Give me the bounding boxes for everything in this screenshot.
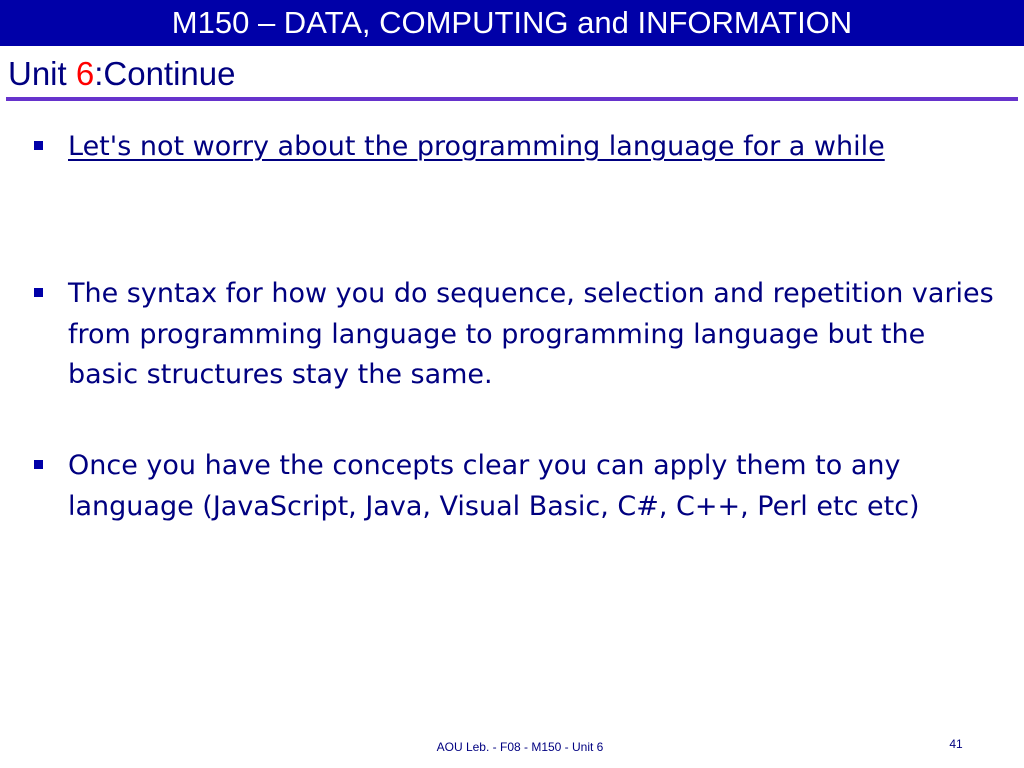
bullet-text: The syntax for how you do sequence, selection and repetition varies from programming language to programming language but the basic structures stay the same. — [68, 278, 994, 390]
square-bullet-icon — [34, 288, 43, 297]
square-bullet-icon — [34, 141, 43, 150]
unit-prefix: Unit — [8, 55, 76, 92]
bullet-text: Once you have the concepts clear you can apply them to any language (JavaScript, Java, Visual Basic, C#, C++, Perl etc etc) — [68, 450, 920, 522]
banner-title: M150 – DATA, COMPUTING and INFORMATION — [171, 5, 853, 40]
bullet-link-text[interactable]: Let's not worry about the programming language for a while — [68, 131, 885, 162]
unit-suffix: :Continue — [94, 55, 236, 92]
unit-heading — [8, 52, 235, 96]
unit-number: 6 — [75, 55, 95, 92]
heading-divider — [6, 97, 1018, 101]
page-number: 41 — [949, 737, 963, 751]
square-bullet-icon — [34, 460, 43, 469]
footer-text: AOU Leb. - F08 - M150 - Unit 6 — [436, 740, 604, 754]
